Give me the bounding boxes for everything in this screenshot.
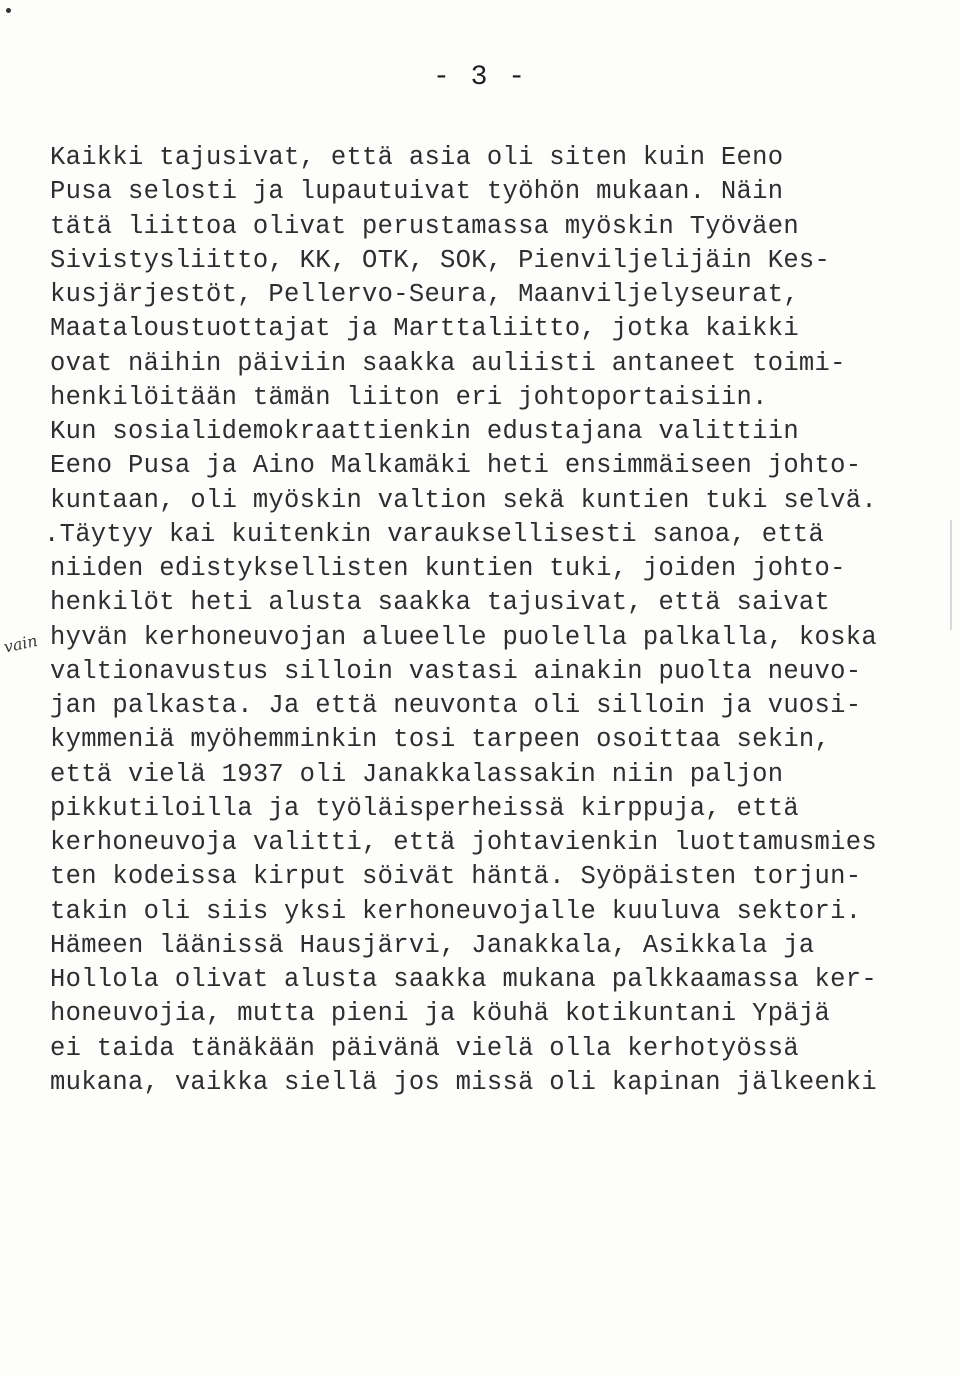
text-line: Hämeen läänissä Hausjärvi, Janakkala, Asikkala ja	[50, 930, 815, 960]
text-line: niiden edistyksellisten kuntien tuki, joiden johto-	[50, 554, 846, 583]
text-line: pikkutiloilla ja työläisperheissä kirppuja, että	[50, 793, 799, 823]
text-line: henkilöt heti alusta saakka tajusivat, että saivat	[50, 588, 831, 618]
text-line: henkilöitään tämän liiton eri johtoportaisiin.	[50, 382, 768, 412]
text-line: Maataloustuottajat ja Marttaliitto, jotka kaikki	[50, 314, 799, 344]
text-line: Hollola olivat alusta saakka mukana palkkaamassa ker-	[50, 965, 877, 994]
text-line: ei taida tänäkään päivänä vielä olla kerhotyössä	[50, 1033, 799, 1063]
text-line: .Täytyy kai kuitenkin varauksellisesti sanoa, että	[44, 519, 825, 549]
page-number: - 3 -	[432, 62, 527, 93]
text-line: kuntaan, oli myöskin valtion sekä kuntien tuki selvä.	[50, 485, 877, 515]
text-line: honeuvojia, mutta pieni ja köuhä kotikuntani Ypäjä	[50, 999, 831, 1029]
text-line: kymmeniä myöhemminkin tosi tarpeen osoittaa sekin,	[50, 725, 831, 755]
text-line: kusjärjestöt, Pellervo-Seura, Maanviljelyseurat,	[50, 280, 799, 309]
text-line: Pusa selosti ja lupautuivat työhön mukaan. Näin	[50, 177, 784, 207]
text-line: ten kodeissa kirput söivät häntä. Syöpäisten torjun-	[50, 862, 862, 892]
text-line: Kun sosialidemokraattienkin edustajana valittiin	[50, 417, 799, 446]
text-line: että vielä 1937 oli Janakkalassakin niin paljon	[50, 759, 784, 789]
text-line: Eeno Pusa ja Aino Malkamäki heti ensimmäiseen johto-	[50, 451, 862, 481]
text-line: kerhoneuvoja valitti, että johtavienkin luottamusmies	[50, 828, 877, 857]
text-line: ovat näihin päiviin saakka auliisti antaneet toimi-	[50, 348, 846, 378]
text-line: mukana, vaikka siellä jos missä oli kapinan jälkeenki	[50, 1067, 877, 1097]
text-line: Kaikki tajusivat, että asia oli siten kuin Eeno	[50, 143, 784, 172]
text-line: tätä liittoa olivat perustamassa myöskin Työväen	[50, 211, 799, 241]
body-text	[44, 141, 955, 1100]
text-line: takin oli siis yksi kerhoneuvojalle kuuluva sektori.	[50, 896, 862, 926]
text-line: hyvän kerhoneuvojan alueelle puolella palkalla, koska	[50, 622, 877, 652]
corner-dot-mark	[6, 8, 11, 13]
handwritten-margin-note: vain	[2, 630, 40, 657]
text-line: Sivistysliitto, KK, OTK, SOK, Pienviljelijäin Kes-	[50, 245, 831, 275]
text-line: jan palkasta. Ja että neuvonta oli silloin ja vuosi-	[50, 691, 862, 720]
text-line: valtionavustus silloin vastasi ainakin puolta neuvo-	[50, 656, 862, 686]
